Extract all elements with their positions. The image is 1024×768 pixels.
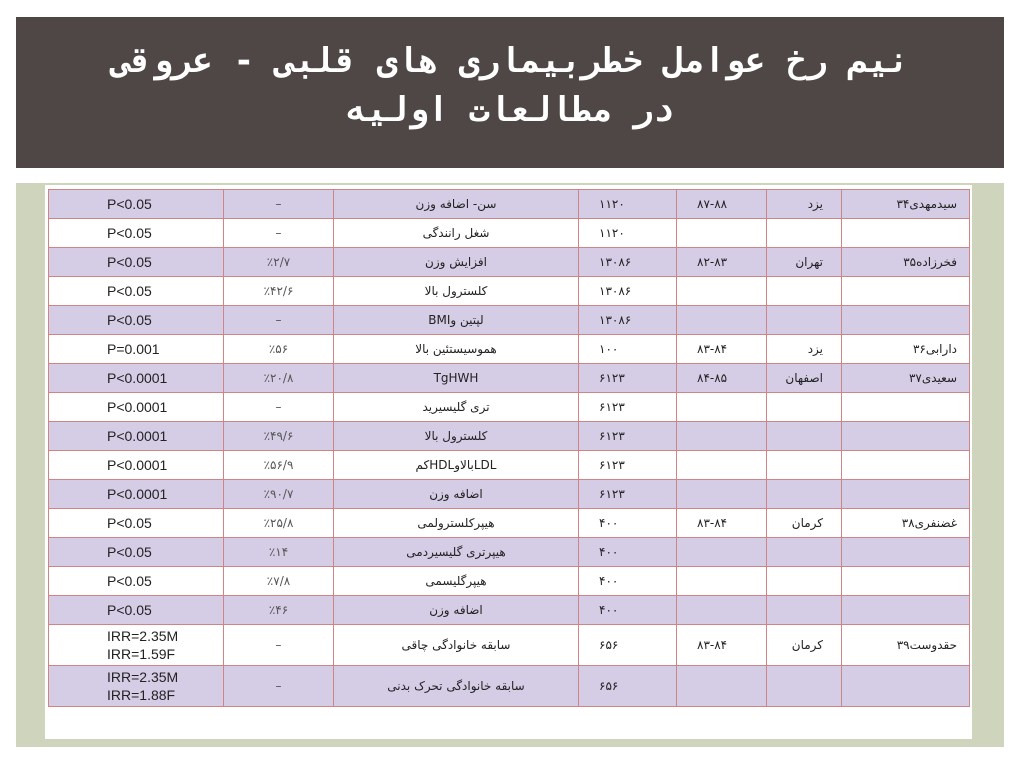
percentage-cell: –	[224, 219, 334, 248]
p-value-cell	[49, 480, 224, 509]
risk-factor-cell: سن- اضافه وزن	[334, 190, 579, 219]
author-cell: فخرزاده۳۵	[842, 248, 970, 277]
p-value: IRR=1.88F	[107, 687, 176, 703]
p-value-cell	[49, 393, 224, 422]
author-cell: حقدوست۳۹	[842, 625, 970, 666]
city-cell	[767, 306, 842, 335]
percentage-cell: –	[224, 190, 334, 219]
risk-factor-cell: لپتین وBMI	[334, 306, 579, 335]
sample-size-cell: ۴۰۰	[579, 509, 677, 538]
risk-factor-cell: کلسترول بالا	[334, 277, 579, 306]
p-value: P<0.05	[107, 602, 152, 618]
percentage-cell: –	[224, 393, 334, 422]
table-row	[49, 538, 970, 567]
title-bar	[16, 17, 1004, 168]
city-cell	[767, 393, 842, 422]
year-cell	[677, 219, 767, 248]
percentage-cell: –	[224, 666, 334, 707]
p-value: P<0.05	[107, 544, 152, 560]
percentage-cell: ٪۹۰/۷	[224, 480, 334, 509]
p-value-cell	[49, 306, 224, 335]
p-value: P<0.05	[107, 254, 152, 270]
table-row	[49, 277, 970, 306]
city-cell	[767, 277, 842, 306]
sample-size-cell: ۱۰۰	[579, 335, 677, 364]
p-value: P<0.05	[107, 312, 152, 328]
sample-size-cell: ۶۵۶	[579, 625, 677, 666]
p-value: IRR=2.35M	[107, 669, 179, 685]
author-cell	[842, 422, 970, 451]
author-cell	[842, 277, 970, 306]
table-row	[49, 306, 970, 335]
city-cell: یزد	[767, 190, 842, 219]
city-cell	[767, 451, 842, 480]
p-value: P<0.0001	[107, 428, 168, 444]
p-value: P<0.0001	[107, 370, 168, 386]
risk-factor-cell: سابقه خانوادگی چاقی	[334, 625, 579, 666]
sample-size-cell: ۶۱۲۳	[579, 364, 677, 393]
p-value-cell	[49, 596, 224, 625]
percentage-cell: ٪۵۶/۹	[224, 451, 334, 480]
table-row	[49, 393, 970, 422]
sample-size-cell: ۴۰۰	[579, 538, 677, 567]
year-cell: ۸۴-۸۵	[677, 364, 767, 393]
p-value: P<0.05	[107, 283, 152, 299]
p-value: P<0.05	[107, 225, 152, 241]
author-cell	[842, 538, 970, 567]
sample-size-cell: ۶۱۲۳	[579, 480, 677, 509]
p-value: P<0.05	[107, 573, 152, 589]
author-cell	[842, 393, 970, 422]
p-value: IRR=2.35M	[107, 628, 179, 644]
year-cell: ۸۲-۸۳	[677, 248, 767, 277]
risk-factor-cell: سابقه خانوادگی تحرک بدنی	[334, 666, 579, 707]
city-cell: کرمان	[767, 509, 842, 538]
percentage-cell: ٪۵۶	[224, 335, 334, 364]
p-value-cell	[49, 451, 224, 480]
risk-factor-cell: اضافه وزن	[334, 596, 579, 625]
p-value-cell	[49, 509, 224, 538]
table-row	[49, 422, 970, 451]
p-value: P<0.0001	[107, 399, 168, 415]
table-row	[49, 364, 970, 393]
percentage-cell: ٪۴۹/۶	[224, 422, 334, 451]
year-cell: ۸۳-۸۴	[677, 509, 767, 538]
p-value-cell	[49, 422, 224, 451]
table-row	[49, 190, 970, 219]
p-value: P<0.0001	[107, 486, 168, 502]
city-cell	[767, 666, 842, 707]
percentage-cell: –	[224, 306, 334, 335]
author-cell	[842, 596, 970, 625]
sample-size-cell: ۴۰۰	[579, 596, 677, 625]
sample-size-cell: ۱۱۲۰	[579, 219, 677, 248]
sample-size-cell: ۴۰۰	[579, 567, 677, 596]
city-cell	[767, 219, 842, 248]
author-cell	[842, 451, 970, 480]
p-value-cell	[49, 335, 224, 364]
table-row	[49, 625, 970, 666]
sample-size-cell: ۱۳۰۸۶	[579, 277, 677, 306]
risk-factor-cell: TgHWH	[334, 364, 579, 393]
p-value-cell	[49, 364, 224, 393]
percentage-cell: ٪۲/۷	[224, 248, 334, 277]
slide-title-line-1: نیم رخ عوامل خطربیماری های قلبی - عروقی	[110, 41, 910, 81]
risk-factor-cell: هیپرکلسترولمی	[334, 509, 579, 538]
p-value-cell	[49, 666, 224, 707]
year-cell	[677, 277, 767, 306]
table-row	[49, 335, 970, 364]
risk-factor-cell: LDLبالاوHDLکم	[334, 451, 579, 480]
table-row	[49, 248, 970, 277]
author-cell: سعیدی۳۷	[842, 364, 970, 393]
risk-factor-cell: هیپرگلیسمی	[334, 567, 579, 596]
city-cell	[767, 480, 842, 509]
author-cell: سیدمهدی۳۴	[842, 190, 970, 219]
p-value-cell	[49, 567, 224, 596]
table-row	[49, 509, 970, 538]
sample-size-cell: ۶۱۲۳	[579, 451, 677, 480]
risk-factor-cell: افزایش وزن	[334, 248, 579, 277]
year-cell	[677, 393, 767, 422]
risk-factor-cell: کلسترول بالا	[334, 422, 579, 451]
table-image	[45, 185, 972, 739]
author-cell	[842, 306, 970, 335]
year-cell	[677, 306, 767, 335]
author-cell: غضنفری۳۸	[842, 509, 970, 538]
city-cell	[767, 596, 842, 625]
year-cell	[677, 480, 767, 509]
year-cell	[677, 538, 767, 567]
year-cell: ۸۳-۸۴	[677, 335, 767, 364]
slide-title-line-2: در مطالعات اولیه	[346, 90, 674, 130]
percentage-cell: –	[224, 625, 334, 666]
risk-factor-cell: تری گلیسیرید	[334, 393, 579, 422]
sample-size-cell: ۱۳۰۸۶	[579, 306, 677, 335]
risk-factor-cell: هیپرتری گلیسیردمی	[334, 538, 579, 567]
city-cell: تهران	[767, 248, 842, 277]
author-cell	[842, 567, 970, 596]
city-cell	[767, 422, 842, 451]
table-row	[49, 480, 970, 509]
sample-size-cell: ۶۱۲۳	[579, 393, 677, 422]
p-value: IRR=1.59F	[107, 646, 176, 662]
city-cell	[767, 538, 842, 567]
author-cell	[842, 666, 970, 707]
risk-factor-cell: شغل رانندگی	[334, 219, 579, 248]
year-cell	[677, 666, 767, 707]
p-value: P<0.0001	[107, 457, 168, 473]
percentage-cell: ٪۴۶	[224, 596, 334, 625]
p-value-cell	[49, 277, 224, 306]
p-value: P=0.001	[107, 341, 160, 357]
author-cell: دارابی۳۶	[842, 335, 970, 364]
sample-size-cell: ۶۱۲۳	[579, 422, 677, 451]
year-cell	[677, 567, 767, 596]
table-row	[49, 666, 970, 707]
year-cell: ۸۷-۸۸	[677, 190, 767, 219]
percentage-cell: ٪۲۰/۸	[224, 364, 334, 393]
year-cell	[677, 422, 767, 451]
sample-size-cell: ۱۱۲۰	[579, 190, 677, 219]
p-value-cell	[49, 538, 224, 567]
author-cell	[842, 219, 970, 248]
table-row	[49, 219, 970, 248]
sample-size-cell: ۶۵۶	[579, 666, 677, 707]
table-row	[49, 567, 970, 596]
year-cell	[677, 451, 767, 480]
p-value-cell	[49, 219, 224, 248]
city-cell: اصفهان	[767, 364, 842, 393]
author-cell	[842, 480, 970, 509]
city-cell	[767, 567, 842, 596]
year-cell: ۸۳-۸۴	[677, 625, 767, 666]
p-value: P<0.05	[107, 515, 152, 531]
studies-table	[48, 189, 970, 707]
city-cell: کرمان	[767, 625, 842, 666]
risk-factor-cell: هموسیستئین بالا	[334, 335, 579, 364]
risk-factor-cell: اضافه وزن	[334, 480, 579, 509]
p-value-cell	[49, 248, 224, 277]
p-value-cell	[49, 190, 224, 219]
percentage-cell: ٪۲۵/۸	[224, 509, 334, 538]
year-cell	[677, 596, 767, 625]
city-cell: یزد	[767, 335, 842, 364]
p-value: P<0.05	[107, 196, 152, 212]
percentage-cell: ٪۴۲/۶	[224, 277, 334, 306]
sample-size-cell: ۱۳۰۸۶	[579, 248, 677, 277]
percentage-cell: ٪۷/۸	[224, 567, 334, 596]
table-row	[49, 596, 970, 625]
p-value-cell	[49, 625, 224, 666]
percentage-cell: ٪۱۴	[224, 538, 334, 567]
table-row	[49, 451, 970, 480]
